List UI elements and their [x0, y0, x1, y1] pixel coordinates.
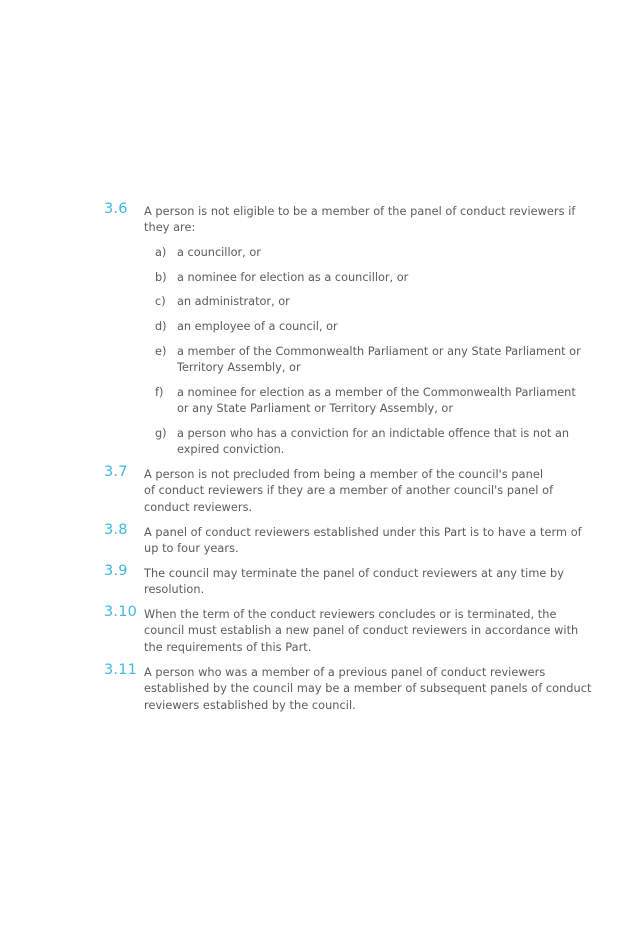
item-text-line: an administrator, or — [177, 295, 290, 308]
item-text-line: a councillor, or — [177, 246, 261, 259]
item-letter: c) — [155, 295, 166, 308]
clause-text-line: The council may terminate the panel of conduct reviewers at any time by — [144, 567, 564, 580]
clause-text-line: reviewers established by the council. — [144, 698, 356, 712]
clause-number: 3.11 — [104, 662, 138, 678]
clause-text — [144, 467, 606, 516]
item-text — [177, 245, 607, 261]
clause-number: 3.7 — [104, 464, 128, 480]
item-letter: a) — [155, 246, 167, 259]
clause-text-line: council must establish a new panel of conduct reviewers in accordance with — [144, 624, 579, 638]
item-text-line: a person who has a conviction for an indictable offence that is not an — [177, 427, 570, 440]
item-text-line: a nominee for election as a councillor, or — [177, 271, 409, 284]
item-text — [177, 385, 607, 418]
clause-text-line: conduct reviewers. — [144, 500, 253, 514]
item-text — [177, 270, 607, 286]
clause-text-line: of conduct reviewers if they are a member of another council's panel of — [144, 484, 554, 498]
item-letter: e) — [155, 345, 167, 358]
item-text — [177, 319, 607, 335]
item-letter: b) — [155, 271, 167, 284]
clause-text-line: they are: — [144, 221, 196, 235]
item-text-line: expired conviction. — [177, 443, 285, 457]
clause-text-line: the requirements of this Part. — [144, 640, 312, 654]
item-text — [177, 426, 607, 459]
clause-text — [144, 566, 606, 599]
clause-number: 3.10 — [104, 604, 138, 620]
item-text-line: an employee of a council, or — [177, 320, 338, 333]
clause-text-line: When the term of the conduct reviewers concludes or is terminated, the — [144, 608, 557, 621]
item-text — [177, 294, 607, 310]
item-text-line: a nominee for election as a member of the Commonwealth Parliament — [177, 386, 576, 399]
clause-text — [144, 665, 606, 714]
clause-text-line: A person who was a member of a previous panel of conduct reviewers — [144, 666, 546, 679]
clause-number: 3.8 — [104, 522, 128, 538]
clause-text — [144, 607, 606, 656]
clause-text-line: A person is not eligible to be a member of the panel of conduct reviewers if — [144, 205, 576, 218]
clause-number: 3.6 — [104, 201, 128, 217]
item-text-line: or any State Parliament or Territory Assembly, or — [177, 402, 453, 416]
clause-text-line: A panel of conduct reviewers established under this Part is to have a term of — [144, 526, 582, 539]
item-text-line: Territory Assembly, or — [177, 361, 301, 375]
item-letter: f) — [155, 386, 164, 399]
clause-text-line: resolution. — [144, 583, 205, 597]
item-text — [177, 344, 607, 377]
clause-text — [144, 204, 606, 237]
item-letter: d) — [155, 320, 167, 333]
clause-number: 3.9 — [104, 563, 128, 579]
clause-text-line: established by the council may be a member of subsequent panels of conduct — [144, 682, 592, 696]
item-text-line: a member of the Commonwealth Parliament or any State Parliament or — [177, 345, 581, 358]
item-letter: g) — [155, 427, 167, 440]
clause-text-line: A person is not precluded from being a member of the council's panel — [144, 468, 544, 481]
clause-text-line: up to four years. — [144, 542, 239, 556]
clause-text — [144, 525, 606, 558]
